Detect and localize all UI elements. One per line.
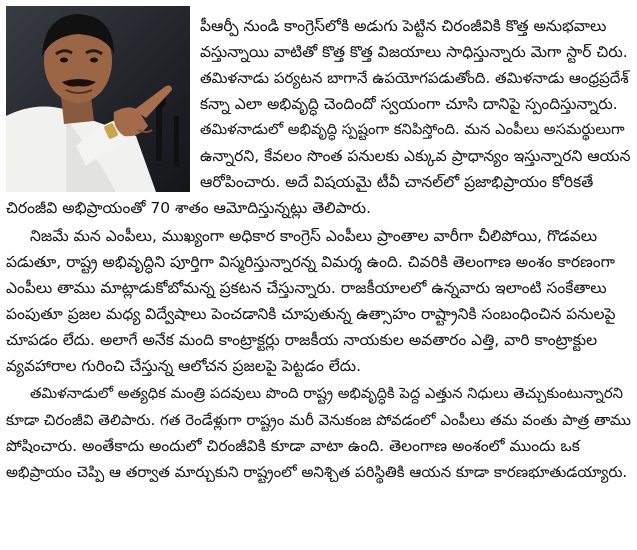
article-line-2: వస్తున్నాయి వాటితో కొత్త కొత్త విజయాలు సాధిస్తున్నారు మెగా స్టార్ చిరు.: [200, 43, 628, 61]
article-line-1: పీఆర్పీ నుండి కాంగ్రెస్‌లోకి అడుగు పెట్టిన చిరంజీవికి కొత్త అనుభవాలు: [200, 17, 607, 35]
article-line-14: వ్యవహారాల గురించి చేస్తున్న ఆలోచన ప్రజలపై పెట్టడం లేదు.: [6, 357, 362, 375]
article-line-13: చూపడం లేదు. అలాగే అనేక మంది కాంట్రాక్టర్లు రాజకీయ నాయకుల అవతారం ఎత్తి, వారి కాంట్రాక్టుల: [6, 331, 598, 349]
article-line-7: ఆరోపించారు. అదే విషయమై టీవీ చానల్‌లో ప్రజాభిప్రాయం కోరికతే: [200, 173, 594, 191]
article-line-17: పోషించారు. అంతేకాదు అందులో చిరంజీవికి కూడా వాటా ఉంది. తెలంగాణ అంశంలో ముందు ఒక: [6, 437, 580, 455]
article-line-6: ఉన్నారని, కేవలం సొంత పనులకు ఎక్కువ ప్రాధాన్యం ఇస్తున్నారని ఆయన: [200, 147, 631, 165]
article-line-9: నిజమే మన ఎంపీలు, ముఖ్యంగా అధికార కాంగ్రెస్ ఎంపీలు ప్రాంతాల వారీగా చీలిపోయి, గొడవలు: [30, 227, 598, 245]
article-line-3: తమిళనాడు పర్యటన బాగానే ఉపయోగపడుతోంది. తమిళనాడు ఆంధ్రప్రదేశ్: [200, 69, 629, 87]
article-photo: [6, 6, 190, 192]
article-line-18: అభిప్రాయం చెప్పి ఆ తర్వాత మార్చుకుని రాష్ట్రంలో అనిశ్చిత పరిస్థితికి ఆయన కూడా కారణభూతుడయ్యారు.: [6, 463, 628, 481]
article-line-8: చిరంజీవి అభిప్రాయంతో 70 శాతం ఆమోదిస్తున్నట్లు తెలిపారు.: [6, 199, 372, 217]
article-line-10: పడుతూ, రాష్ట్ర అభివృద్ధిని పూర్తిగా విస్మరిస్తున్నారన్న విమర్శ ఉంది. చివరికి తెలంగాణ అంశం కారణంగా: [6, 253, 615, 271]
article-line-16: కూడా చిరంజీవి తెలిపారు. గత రెండేళ్లుగా రాష్ట్రం మరీ వెనుకంజ పోవడంలో ఎంపీలు తమ వంతు పాత్ర తాము: [6, 411, 631, 429]
article-line-11: ఎంపీలు తాము మాట్లాడుకోబోమన్న ప్రకటన చేస్తున్నారు. రాజకీయాలలో ఉన్నవారు ఇలాంటి సంకేతాలు: [6, 279, 607, 297]
article-line-4: కన్నా ఎలా అభివృద్ధి చెందిందో స్వయంగా చూసి దానిపై స్పందిస్తున్నారు.: [200, 95, 618, 113]
politician-pointing-photo: [6, 6, 190, 192]
article-line-15: తమిళనాడులో అత్యధిక మంత్రి పదవులు పొంది రాష్ట్ర అభివృద్ధికి పెద్ద ఎత్తున నిధులు తెచ్చుకుంటున్నారని: [30, 385, 623, 402]
article-line-5: తమిళనాడులో అభివృద్ధి స్పష్టంగా కనిపిస్తోంది. మన ఎంపీలు అసమర్థులుగా: [200, 121, 625, 138]
article-line-12: పంపుతూ ప్రజల మధ్య విద్వేషాలు పెంచడానికి చూపుతున్న ఉత్సాహం రాష్ట్రానికి సంబంధించిన పనులపై: [6, 305, 616, 323]
